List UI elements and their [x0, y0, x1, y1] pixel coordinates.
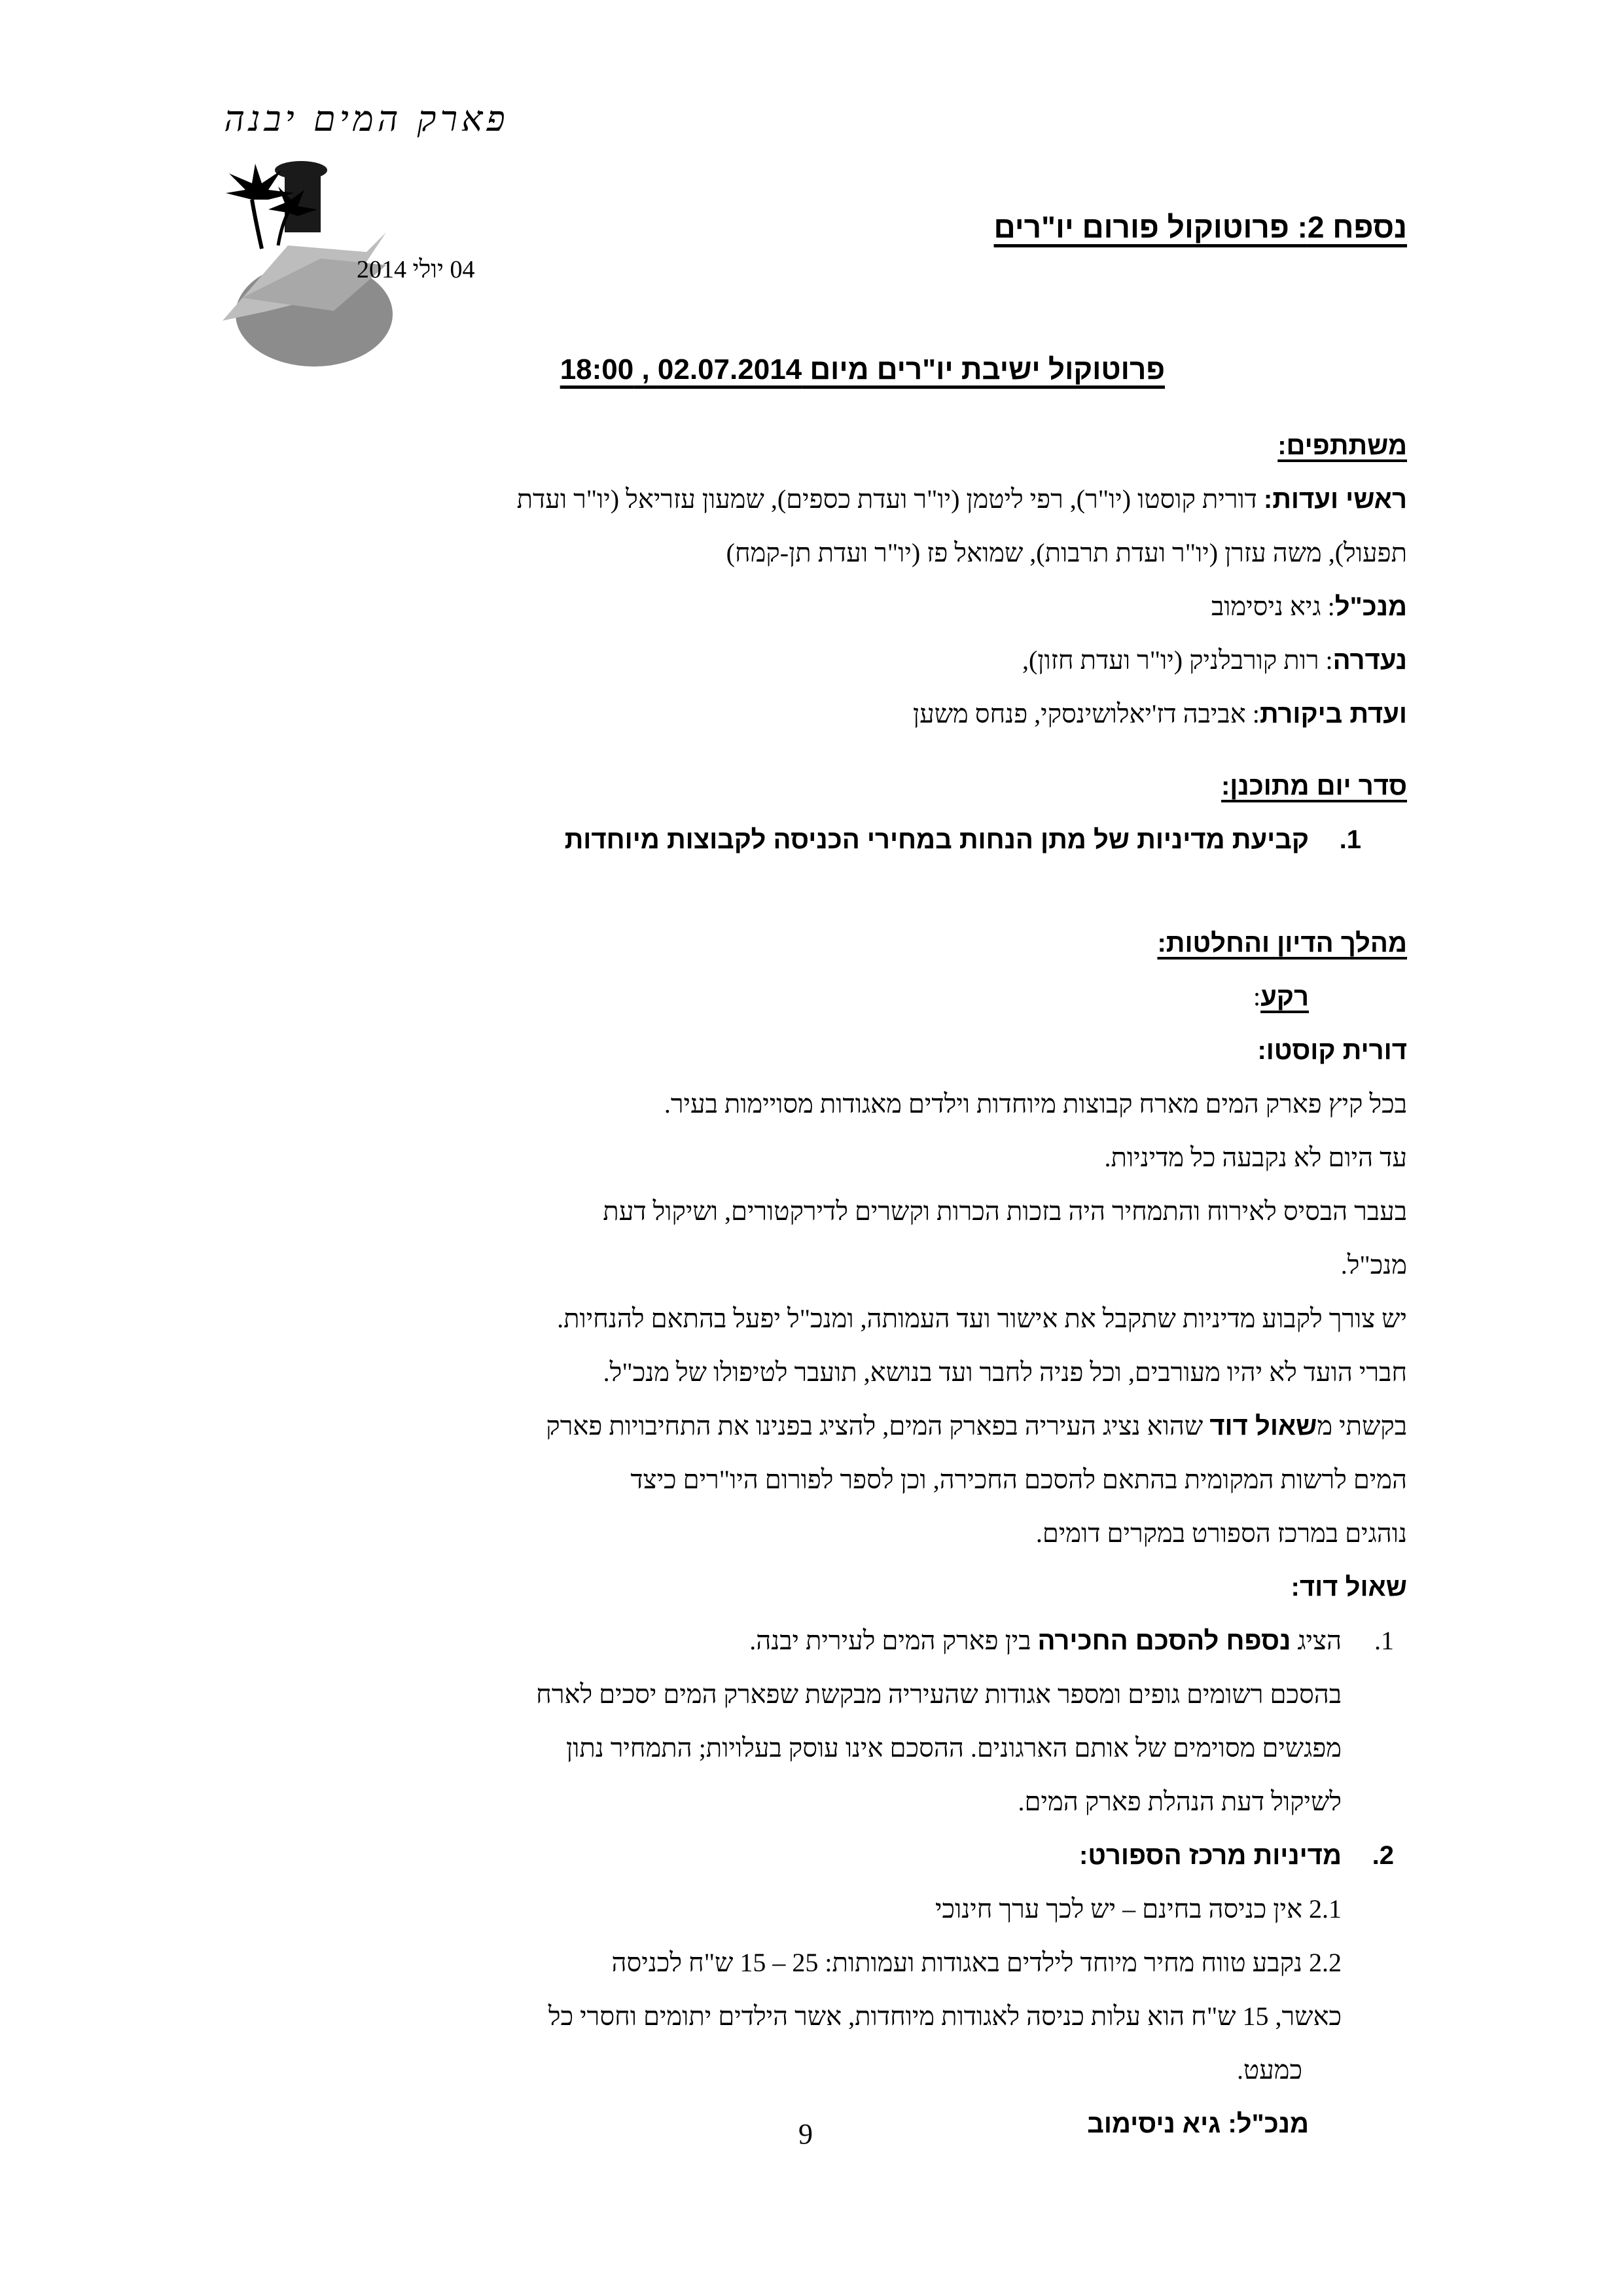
point-1-number: 1.: [1374, 1626, 1394, 1655]
point-1-line: בהסכם רשומים גופים ומספר אגודות שהעיריה מבקשת שפארק המים יסכים לארח: [536, 1679, 1342, 1709]
point-2-2-cont: כאשר, 15 ש"ח הוא עלות כניסה לאגודות מיוחדות, אשר הילדים יתומים וחסרי כל: [548, 2001, 1342, 2031]
agenda-section: [229, 759, 1407, 867]
paragraph-line: עד היום לא נקבעה כל מדיניות.: [1104, 1143, 1407, 1172]
point-1-pre: הציג: [1291, 1626, 1342, 1655]
paragraph-line: בעבר הבסיס לאירוח והתמחיר היה בזכות הכרות וקשרים לדירקטורים, ושיקול דעת: [603, 1196, 1407, 1226]
agenda-item: [229, 813, 1407, 867]
speaker-shaul: שאול דוד:: [1291, 1573, 1407, 1602]
point-1-rest: בין פארק המים לעירית יבנה.: [749, 1626, 1038, 1655]
absent-value: : רות קורבלניק (יו"ר ועדת חזון),: [1022, 645, 1333, 675]
audit-value: : אביבה דז'יאלושינסקי, פנחס משען: [912, 699, 1260, 728]
point-1-line: מפגשים מסוימים של אותם הארגונים. ההסכם אינו עוסק בעלויות; התמחיר נתון: [565, 1733, 1342, 1763]
background-colon: :: [1253, 982, 1261, 1011]
ceo-value: : גיא ניסימוב: [1211, 592, 1335, 621]
protocol-title: פרוטוקול ישיבת יו"רים מיום 02.07.2014 , 18:00: [560, 353, 1165, 386]
agenda-item-number: 1.: [1339, 825, 1361, 854]
point-2-title: מדיניות מרכז הספורט:: [1079, 1841, 1342, 1870]
page-number: 9: [798, 2118, 813, 2150]
point-1: [229, 1614, 1407, 1668]
absent-label: נעדרה: [1332, 646, 1407, 675]
appendix-title: נספח 2: פרוטוקול פורום יו"רים: [993, 210, 1407, 244]
point-2-2-cont: כמעט.: [1236, 2055, 1302, 2085]
request-pre: בקשתי מ: [1317, 1411, 1407, 1441]
speaker-dorit: דורית קוסטו:: [1257, 1036, 1407, 1065]
background-label: רקע: [1260, 982, 1309, 1011]
request-line2: המים לרשות המקומית בהתאם להסכם החכירה, וכן לספר לפורום היו"רים כיצד: [630, 1465, 1407, 1494]
committee-heads-label: ראשי ועדות:: [1263, 485, 1407, 514]
paragraph-line: חברי הועד לא יהיו מעורבים, וכל פניה לחבר ועד בנושא, תועבר לטיפולו של מנכ"ל.: [603, 1357, 1407, 1387]
participants-heading: משתתפים:: [1277, 431, 1407, 460]
point-1-bold: נספח להסכם החכירה: [1037, 1626, 1291, 1655]
agenda-item-text: קביעת מדיניות של מתן הנחות במחירי הכניסה לקבוצות מיוחדות: [564, 825, 1309, 854]
request-line1: שהוא נציג העיריה בפארק המים, להציג בפנינו את התחיבויות פארק: [546, 1411, 1210, 1441]
audit-label: ועדת ביקורת: [1259, 700, 1407, 728]
document-date: 04 יולי 2014: [357, 256, 475, 283]
speaker-ceo: מנכ"ל: גיא ניסימוב: [1087, 2109, 1309, 2138]
brand-name: פארק המים יבנה: [224, 98, 509, 139]
request-name: שאול דוד: [1209, 1412, 1317, 1441]
committee-heads-line2: תפעול), משה עזרן (יו"ר ועדת תרבות), שמואל פז (יו"ר ועדת תן-קמח): [726, 538, 1407, 567]
ceo-label: מנכ"ל: [1334, 592, 1407, 621]
point-1-line: לשיקול דעת הנהלת פארק המים.: [1018, 1787, 1342, 1816]
discussion-section: [229, 916, 1407, 2151]
paragraph-line: בכל קיץ פארק המים מארח קבוצות מיוחדות וילדים מאגודות מסויימות בעיר.: [664, 1089, 1407, 1119]
point-2-number: 2.: [1372, 1841, 1394, 1870]
discussion-heading: מהלך הדיון והחלטות:: [1157, 929, 1407, 958]
agenda-heading: סדר יום מתוכנן:: [1221, 772, 1407, 800]
participants-section: [229, 419, 1407, 741]
point-2: [229, 1829, 1407, 1882]
point-2-2: 2.2 נקבע טווח מחיר מיוחד לילדים באגודות ועמותות: 25 – 15 ש"ח לכניסה: [611, 1948, 1342, 1977]
paragraph-line: מנכ"ל.: [1340, 1250, 1407, 1280]
point-2-1: 2.1 אין כניסה בחינם – יש לכך ערך חינוכי: [935, 1894, 1342, 1924]
request-line3: נוהגים במרכז הספורט במקרים דומים.: [1035, 1518, 1407, 1548]
paragraph-line: יש צורך לקבוע מדיניות שתקבל את אישור ועד העמותה, ומנכ"ל יפעל בהתאם להנחיות.: [557, 1304, 1407, 1333]
committee-heads-line1: דורית קוסטו (יו"ר), רפי ליטמן (יו"ר ועדת כספים), שמעון עזריאל (יו"ר ועדת: [516, 484, 1264, 514]
